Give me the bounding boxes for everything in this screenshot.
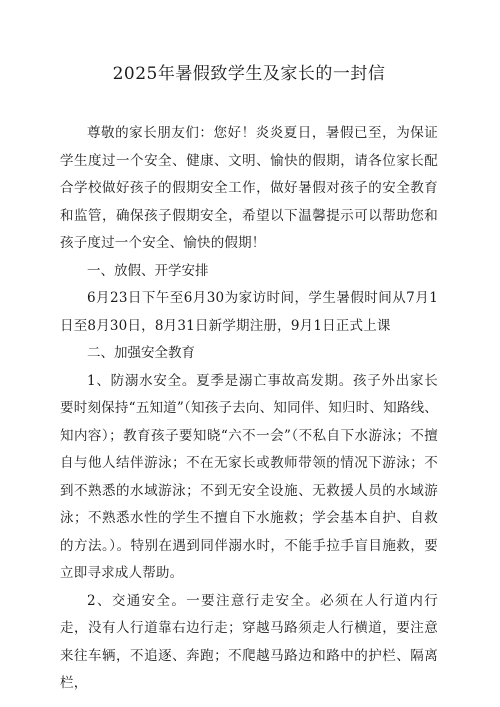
section-heading-schedule: 一、放假、开学安排	[87, 262, 209, 279]
page-title: 2025年暑假致学生及家长的一封信	[112, 64, 386, 84]
schedule-paragraph: 6月23日下午至6月30为家访时间，学生暑假时间从7月1日至8月30日，8月31日新学期注册，9月1日正式上课	[60, 290, 438, 334]
salutation-paragraph: 尊敬的家长朋友们：您好！炎炎夏日，暑假已至，为保证学生度过一个安全、健康、文明、愉快的假期，请各位家长配合学校做好孩子的假期安全工作，做好暑假对孩子的安全教育和监管，确保孩子假期安全，希望以下温馨提示可以帮助您和孩子度过一个安全、愉快的假期！	[60, 125, 438, 251]
section-heading-safety: 二、加强安全教育	[87, 345, 195, 361]
drowning-safety-paragraph: 1、防溺水安全。夏季是溺亡事故高发期。孩子外出家长要时刻保持“五知道”（知孩子去向、知同伴、知归时、知路线、知内容）；教育孩子要知晓“六不一会”（不私自下水游泳；不擅自与他人结伴游泳；不在无家长或教师带领的情况下游泳；不到不熟悉的水域游泳；不到无安全设施、无救援人员的水域游泳；不熟悉水性的学生不擅自下水施救；学会基本自护、自救的方法。）。特别在遇到同伴溺水时，不能手拉手盲目施救，要立即寻求成人帮助。	[60, 372, 438, 581]
letter-body	[60, 120, 438, 698]
traffic-safety-paragraph: 2、交通安全。一要注意行走安全。必须在人行道内行走，没有人行道靠右边行走；穿越马路须走人行横道，要注意来往车辆，不追逐、奔跑；不爬越马路边和路中的护栏、隔离栏，	[60, 592, 438, 691]
